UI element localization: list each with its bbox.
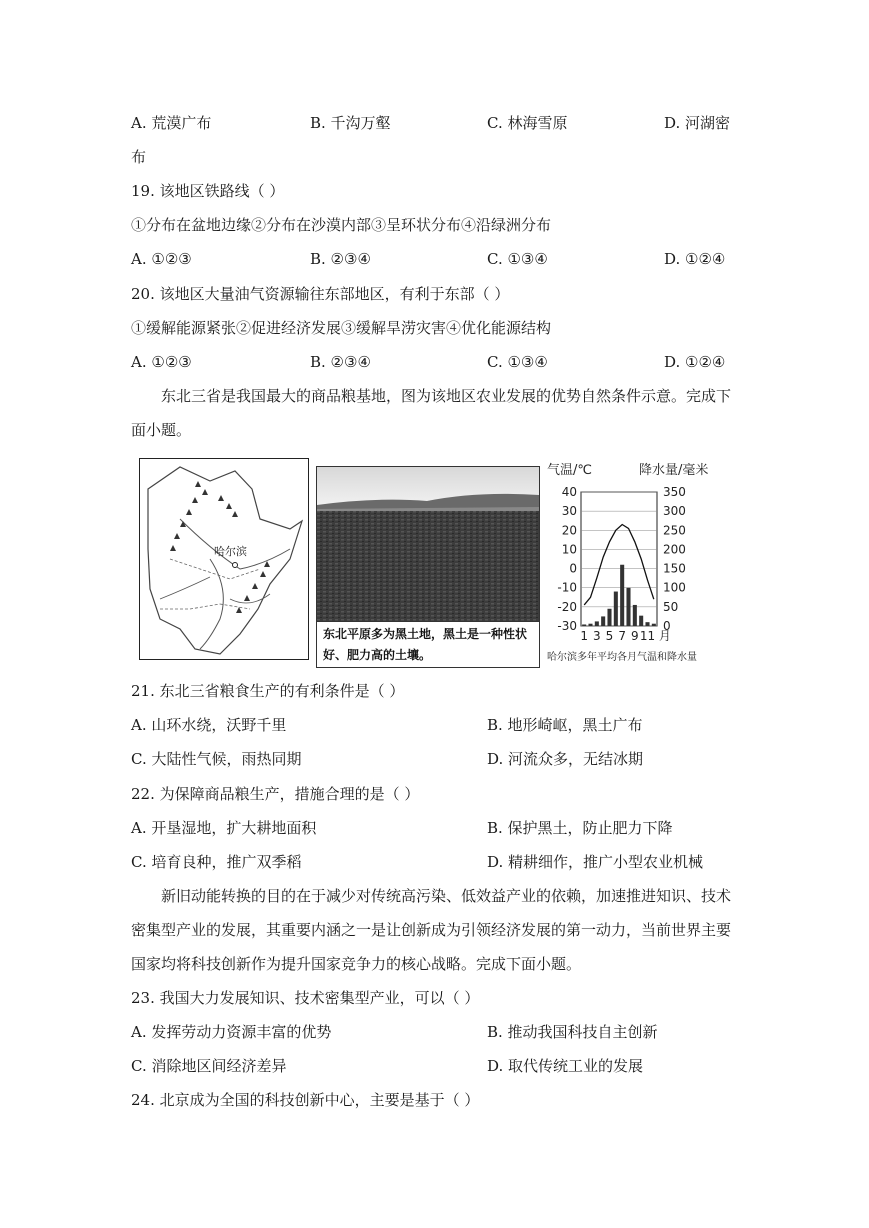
precipitation-bar [626,588,630,626]
temperature-curve [584,525,654,605]
q23-stem: 23. 我国大力发展知识、技术密集型产业，可以（ ） [131,989,480,1007]
q20-option-d: D. ①②④ [664,353,726,371]
chart-left-tick-label: 0 [569,561,577,576]
chart-right-axis-label: 降水量/毫米 [639,463,709,478]
q23-option-d: D. 取代传统工业的发展 [487,1057,644,1075]
q21-option-b: B. 地形崎岖，黑土广布 [487,716,643,734]
q22-stem: 22. 为保障商品粮生产，措施合理的是（ ） [131,785,420,803]
chart-frame [581,492,657,626]
precipitation-bar [582,624,586,626]
map-label-harbin: 哈尔滨 [214,545,247,558]
precipitation-bar [639,616,643,626]
q19-statements: ①分布在盆地边缘②分布在沙漠内部③呈环状分布④沿绿洲分布 [131,216,552,234]
precipitation-bar [588,624,592,626]
q20-option-c: C. ①③④ [487,353,548,371]
chart-x-tick-label: 1 [580,629,588,643]
q21-option-c: C. 大陆性气候，雨热同期 [131,750,302,768]
chart-x-tick-label: 5 [605,629,614,643]
chart-left-tick-label: 20 [561,523,577,538]
passage1-line1: 东北三省是我国最大的商品粮基地，图为该地区农业发展的优势自然条件示意。完成下 [161,387,732,405]
q20-option-a: A. ①②③ [131,353,192,371]
passage2-line3: 国家均将科技创新作为提升国家竞争力的核心战略。完成下面小题。 [131,955,582,973]
q21-option-d: D. 河流众多，无结冰期 [487,750,644,768]
chart-right-tick-label: 350 [663,485,686,499]
climate-chart [545,458,729,668]
q19-option-a: A. ①②③ [131,250,192,268]
chart-right-tick-label: 150 [663,561,686,576]
black-soil-photo [316,466,540,668]
q23-option-c: C. 消除地区间经济差异 [131,1057,287,1075]
chart-right-tick-label: 250 [663,523,686,538]
precipitation-bar [614,592,618,626]
precipitation-bar [620,565,624,626]
precipitation-bar [601,616,605,626]
climate-chart-svg [545,458,729,668]
chart-left-tick-label: 10 [561,542,577,557]
q18-option-d-continued: 布 [131,148,147,166]
q18-option-d: D. 河湖密 [664,114,731,132]
harbin-marker [233,563,238,568]
photo-caption: 东北平原多为黑土地，黑土是一种性状好、肥力高的土壤。 [317,621,539,667]
chart-right-tick-label: 0 [663,619,671,633]
black-soil-field-drawing [317,467,539,621]
chart-left-tick-label: -30 [557,619,577,633]
q19-option-b: B. ②③④ [310,250,371,268]
chart-right-tick-label: 100 [663,580,686,595]
q19-option-d: D. ①②④ [664,250,726,268]
q20-option-b: B. ②③④ [310,353,371,371]
chart-right-tick-label: 200 [663,542,686,557]
q21-stem: 21. 东北三省粮食生产的有利条件是（ ） [131,682,405,700]
northeast-map-drawing [140,459,308,659]
northeast-agriculture-figure [139,458,729,668]
chart-x-tick-label: 3 [593,629,601,643]
q19-stem: 19. 该地区铁路线（ ） [131,182,285,200]
q23-option-b: B. 推动我国科技自主创新 [487,1023,658,1041]
q22-option-a: A. 开垦湿地，扩大耕地面积 [131,819,317,837]
q20-statements: ①缓解能源紧张②促进经济发展③缓解旱涝灾害④优化能源结构 [131,319,552,337]
precipitation-bar [645,622,649,626]
chart-left-axis-label: 气温/℃ [547,463,592,478]
chart-x-tick-label: 9 [631,629,639,643]
q22-option-d: D. 精耕细作，推广小型农业机械 [487,853,704,871]
q18-option-b: B. 千沟万壑 [310,114,391,132]
q22-option-c: C. 培育良种，推广双季稻 [131,853,302,871]
passage1-line2: 面小题。 [131,421,192,439]
passage2-line2: 密集型产业的发展，其重要内涵之一是让创新成为引领经济发展的第一动力，当前世界主要 [131,921,732,939]
q23-option-a: A. 发挥劳动力资源丰富的优势 [131,1023,332,1041]
q21-option-a: A. 山环水绕，沃野千里 [131,716,287,734]
chart-x-tick-label: 7 [618,629,626,643]
q18-option-c: C. 林海雪原 [487,114,568,132]
chart-right-tick-label: 300 [663,504,686,519]
chart-left-tick-label: -20 [557,599,577,614]
chart-x-tick-label: 11 [639,629,656,643]
q19-option-c: C. ①③④ [487,250,548,268]
chart-left-tick-label: -10 [557,580,577,595]
q24-stem: 24. 北京成为全国的科技创新中心，主要是基于（ ） [131,1091,480,1109]
precipitation-bar [633,605,637,626]
q18-option-a: A. 荒漠广布 [131,114,212,132]
precipitation-bar [595,621,599,626]
chart-left-tick-label: 30 [561,504,577,519]
chart-left-tick-label: 40 [561,485,577,499]
precipitation-bar [607,609,611,626]
q22-option-b: B. 保护黑土，防止肥力下降 [487,819,673,837]
chart-caption: 哈尔滨多年平均各月气温和降水量 [547,652,697,663]
precipitation-bar [652,624,656,626]
q20-stem: 20. 该地区大量油气资源输往东部地区，有利于东部（ ） [131,285,510,303]
passage2-line1: 新旧动能转换的目的在于减少对传统高污染、低效益产业的依赖，加速推进知识、技术 [161,887,732,905]
chart-right-tick-label: 50 [663,599,679,614]
northeast-map [139,458,309,660]
chart-x-unit: 月 [658,629,671,643]
